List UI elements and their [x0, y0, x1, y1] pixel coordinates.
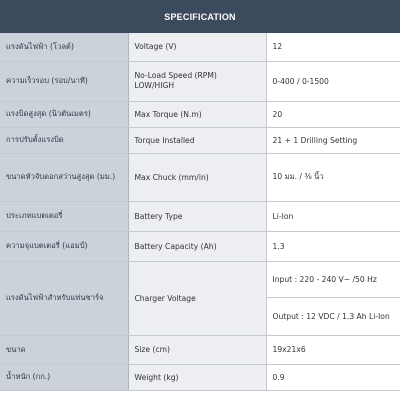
english-label-line: No-Load Speed (RPM)	[134, 71, 217, 80]
thai-label: น้ำหนัก (กก.)	[0, 364, 128, 390]
table-row	[0, 364, 400, 390]
spec-value: 0.9	[266, 364, 400, 390]
thai-label: แรงดันไฟฟ้าสำหรับแท่นชาร์จ	[0, 261, 128, 335]
spec-value: 21 + 1 Drilling Setting	[266, 127, 400, 153]
thai-label: ขนาดหัวจับดอกสว่านสูงสุด (มม.)	[0, 153, 128, 201]
table-row	[0, 335, 400, 364]
spec-value: 1.3	[266, 231, 400, 261]
table-row	[0, 101, 400, 127]
english-label: Weight (kg)	[128, 364, 266, 390]
table-row	[0, 261, 400, 297]
table-row	[0, 231, 400, 261]
spec-value-input: Input : 220 - 240 V~ /50 Hz	[266, 261, 400, 297]
english-label: Charger Voltage	[128, 261, 266, 335]
table-row	[0, 201, 400, 231]
spec-value: 0-400 / 0-1500	[266, 61, 400, 101]
thai-label: แรงบิดสูงสุด (นิวตันเมตร)	[0, 101, 128, 127]
specification-table	[0, 33, 400, 391]
table-row	[0, 153, 400, 201]
thai-label: ขนาด	[0, 335, 128, 364]
specification-header	[0, 0, 400, 33]
thai-label: ความเร็วรอบ (รอบ/นาที)	[0, 61, 128, 101]
spec-value: 12	[266, 33, 400, 61]
thai-label: การปรับตั้งแรงบิด	[0, 127, 128, 153]
table-row	[0, 61, 400, 101]
thai-label: แรงดันไฟฟ้า (โวลต์)	[0, 33, 128, 61]
table-row	[0, 33, 400, 61]
spec-value-output: Output : 12 VDC / 1.3 Ah Li-Ion	[266, 297, 400, 335]
english-label: Voltage (V)	[128, 33, 266, 61]
english-label	[128, 61, 266, 101]
thai-label: ความจุแบตเตอรี่ (แอมป์)	[0, 231, 128, 261]
english-label: Torque Installed	[128, 127, 266, 153]
table-row	[0, 127, 400, 153]
english-label: Battery Capacity (Ah)	[128, 231, 266, 261]
english-label: Size (cm)	[128, 335, 266, 364]
english-label: Max Torque (N.m)	[128, 101, 266, 127]
english-label: Max Chuck (mm/in)	[128, 153, 266, 201]
spec-value: 10 มม. / ⅜ นิ้ว	[266, 153, 400, 201]
thai-label: ประเภทแบตเตอรี่	[0, 201, 128, 231]
spec-value: 19x21x6	[266, 335, 400, 364]
english-label-line: LOW/HIGH	[134, 81, 175, 90]
english-label: Battery Type	[128, 201, 266, 231]
specification-title: SPECIFICATION	[164, 11, 236, 22]
spec-value: 20	[266, 101, 400, 127]
spec-value: Li-Ion	[266, 201, 400, 231]
